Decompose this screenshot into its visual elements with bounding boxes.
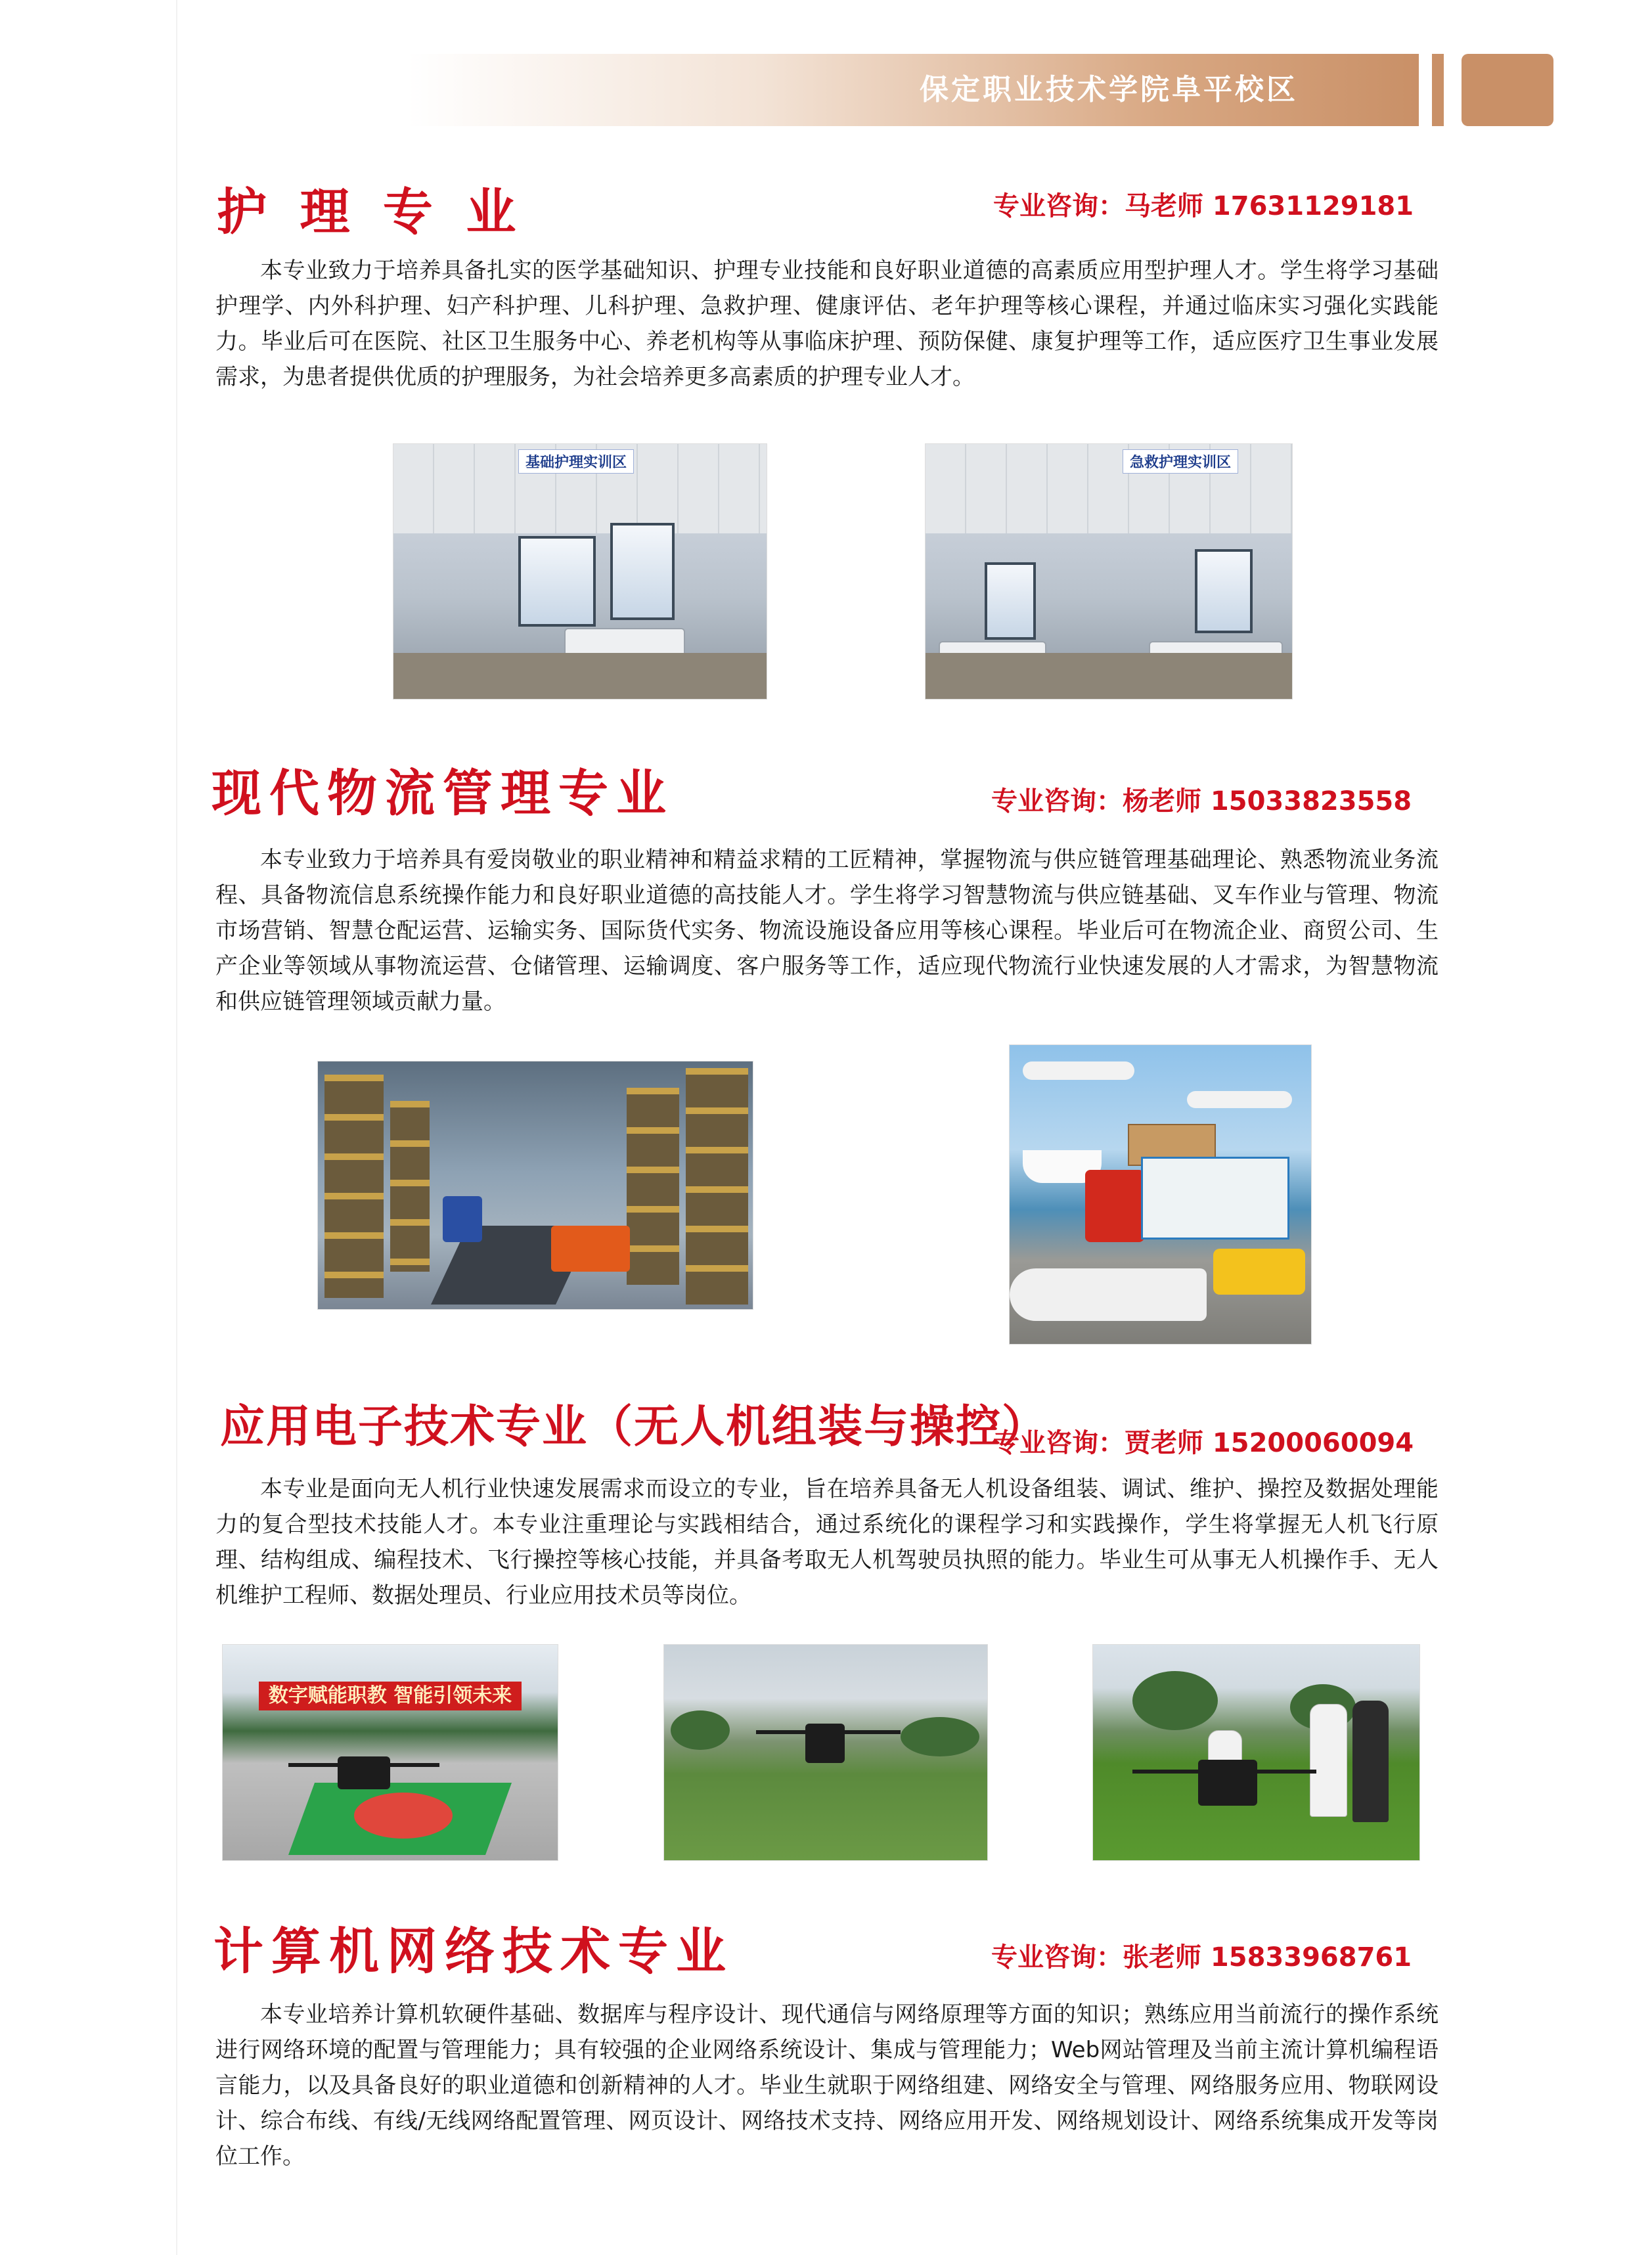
section-title-nursing: 护 理 专 业 bbox=[217, 183, 524, 241]
photo-drone-landing-pad bbox=[222, 1644, 558, 1861]
section-contact-networks: 专业咨询：张老师 15833968761 bbox=[991, 1942, 1412, 1973]
section-title-drones: 应用电子技术专业（无人机组装与操控） bbox=[220, 1401, 1048, 1453]
header-accent-bar bbox=[1432, 54, 1444, 126]
photo-logistics-collage bbox=[1009, 1044, 1312, 1345]
photo-first-aid-lab bbox=[925, 443, 1293, 700]
section-contact-drones: 专业咨询：贾老师 15200060094 bbox=[993, 1428, 1414, 1458]
section-body-networks: 本专业培养计算机软硬件基础、数据库与程序设计、现代通信与网络原理等方面的知识；熟练应用当前流行的操作系统进行网络环境的配置与管理能力；具有较强的企业网络系统设计、集成与管理能力；Web网站管理及当前主流计算机编程语言能力，以及具备良好的职业道德和创新精神的人才。毕业生就职于网络组建、网络安全与管理、网络服务应用、物联网设计、综合布线、有线/无线网络配置管理、网页设计、网络技术支持、网络应用开发、网络规划设计、网络系统集成开发等岗位工作。 bbox=[215, 2001, 1439, 2170]
section-body-logistics: 本专业致力于培养具有爱岗敬业的职业精神和精益求精的工匠精神，掌握物流与供应链管理基础理论、熟悉物流业务流程、具备物流信息系统操作能力和良好职业道德的高技能人才。学生将学习智慧物流与供应链基础、叉车作业与管理、物流市场营销、智慧仓配运营、运输实务、国际货代实务、物流设施设备应用等核心课程。毕业后可在物流企业、商贸公司、生产企业等领域从事物流运营、仓储管理、运输调度、客户服务等工作，适应现代物流行业快速发展的人才需求，为智慧物流和供应链管理领域贡献力量。 bbox=[215, 847, 1439, 1015]
photo-basic-nursing-lab bbox=[393, 443, 767, 700]
photo-drone-team-training bbox=[1092, 1644, 1420, 1861]
photo-smart-warehouse bbox=[317, 1061, 753, 1310]
school-name: 保定职业技术学院阜平校区 bbox=[920, 73, 1298, 106]
page-edge bbox=[176, 0, 177, 2255]
section-contact-logistics: 专业咨询：杨老师 15033823558 bbox=[991, 786, 1412, 816]
section-title-logistics: 现代物流管理专业 bbox=[212, 764, 674, 822]
section-title-networks: 计算机网络技术专业 bbox=[213, 1922, 734, 1980]
header-accent-block bbox=[1462, 54, 1553, 126]
section-contact-nursing: 专业咨询：马老师 17631129181 bbox=[993, 191, 1414, 221]
photo-caption: 急救护理实训区 bbox=[1123, 449, 1238, 474]
photo-drone-in-flight bbox=[663, 1644, 988, 1861]
photo-caption: 基础护理实训区 bbox=[518, 449, 634, 474]
section-body-nursing: 本专业致力于培养具备扎实的医学基础知识、护理专业技能和良好职业道德的高素质应用型护理人才。学生将学习基础护理学、内外科护理、妇产科护理、儿科护理、急救护理、健康评估、老年护理等核心课程，并通过临床实习强化实践能力。毕业后可在医院、社区卫生服务中心、养老机构等从事临床护理、预防保健、康复护理等工作，适应医疗卫生事业发展需求，为患者提供优质的护理服务，为社会培养更多高素质的护理专业人才。 bbox=[215, 257, 1439, 390]
banner-slogan: 数字赋能职教 智能引领未来 bbox=[259, 1682, 522, 1710]
section-body-drones: 本专业是面向无人机行业快速发展需求而设立的专业，旨在培养具备无人机设备组装、调试、维护、操控及数据处理能力的复合型技术技能人才。本专业注重理论与实践相结合，通过系统化的课程学习和实践操作，学生将掌握无人机飞行原理、结构组成、编程技术、飞行操控等核心技能，并具备考取无人机驾驶员执照的能力。毕业生可从事无人机操作手、无人机维护工程师、数据处理员、行业应用技术员等岗位。 bbox=[215, 1476, 1439, 1609]
